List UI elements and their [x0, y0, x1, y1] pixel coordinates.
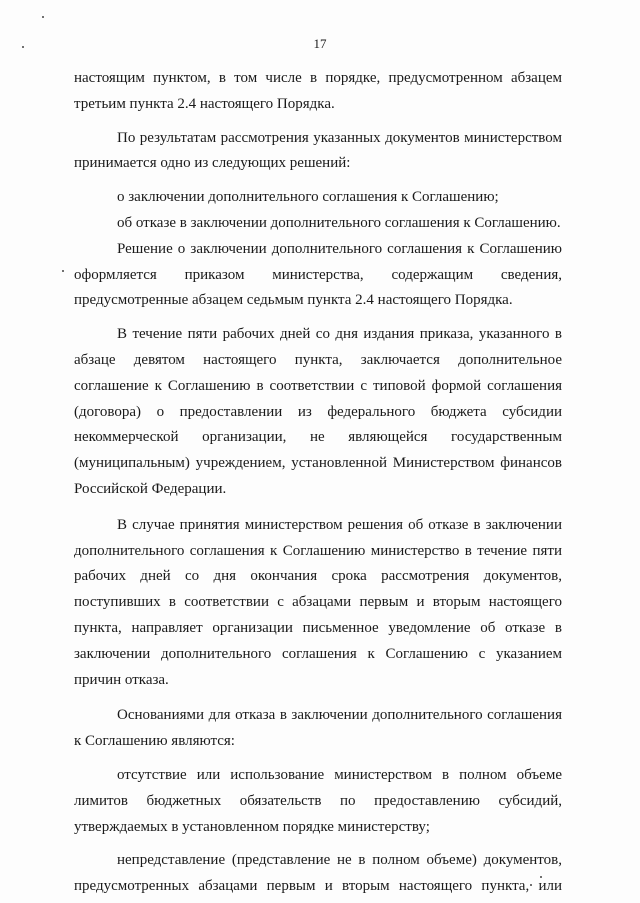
paragraph: о заключении дополнительного соглашения к Соглашению;	[117, 189, 499, 206]
scan-dot	[62, 270, 64, 272]
paragraph: об отказе в заключении дополнительного соглашения к Соглашению.	[117, 214, 561, 231]
paragraph: По результатам рассмотрения указанных документов министерством принимается одно из следующих решений:	[74, 129, 562, 172]
paragraph: настоящим пунктом, в том числе в порядке, предусмотренном абзацем третьим пункта 2.4 настоящего Порядка.	[74, 70, 562, 112]
paragraph: Основаниями для отказа в заключении дополнительного соглашения к Соглашению являются:	[74, 707, 562, 750]
scan-dot	[42, 16, 44, 18]
document-body	[74, 66, 562, 900]
page-number: 17	[313, 36, 327, 51]
paragraph: Решение о заключении дополнительного соглашения к Соглашению оформляется приказом министерства, содержащим сведения, предусмотренные абзацем седьмым пункта 2.4 настоящего Порядка.	[74, 240, 562, 309]
paragraph: В течение пяти рабочих дней со дня издания приказа, указанного в абзаце девятом настоящего пункта, заключается дополнительное соглашение к Соглашению в соответствии с типовой формой соглашения (договора) о предоставлении из федерального бюджета субсидии некоммерческой организации, не являющейся государственным (муниципальным) учреждением, установленной Министерством финансов Российской Федерации.	[74, 326, 562, 497]
paragraph: отсутствие или использование министерством в полном объеме лимитов бюджетных обязательств по предоставлению субсидий, утверждаемых в установленном порядке министерству;	[74, 766, 562, 835]
paragraph: непредставление (представление не в полном объеме) документов, предусмотренных абзацами первым и вторым настоящего пункта, или	[74, 852, 562, 895]
paragraph: В случае принятия министерством решения об отказе в заключении дополнительного соглашения к Соглашению министерство в течение пяти рабочих дней со дня окончания срока рассмотрения документов, поступивших в соответствии с абзацами первым и вторым настоящего пункта, направляет организации письменное уведомление об отказе в заключении дополнительного соглашения к Соглашению с указанием причин отказа.	[74, 516, 562, 688]
